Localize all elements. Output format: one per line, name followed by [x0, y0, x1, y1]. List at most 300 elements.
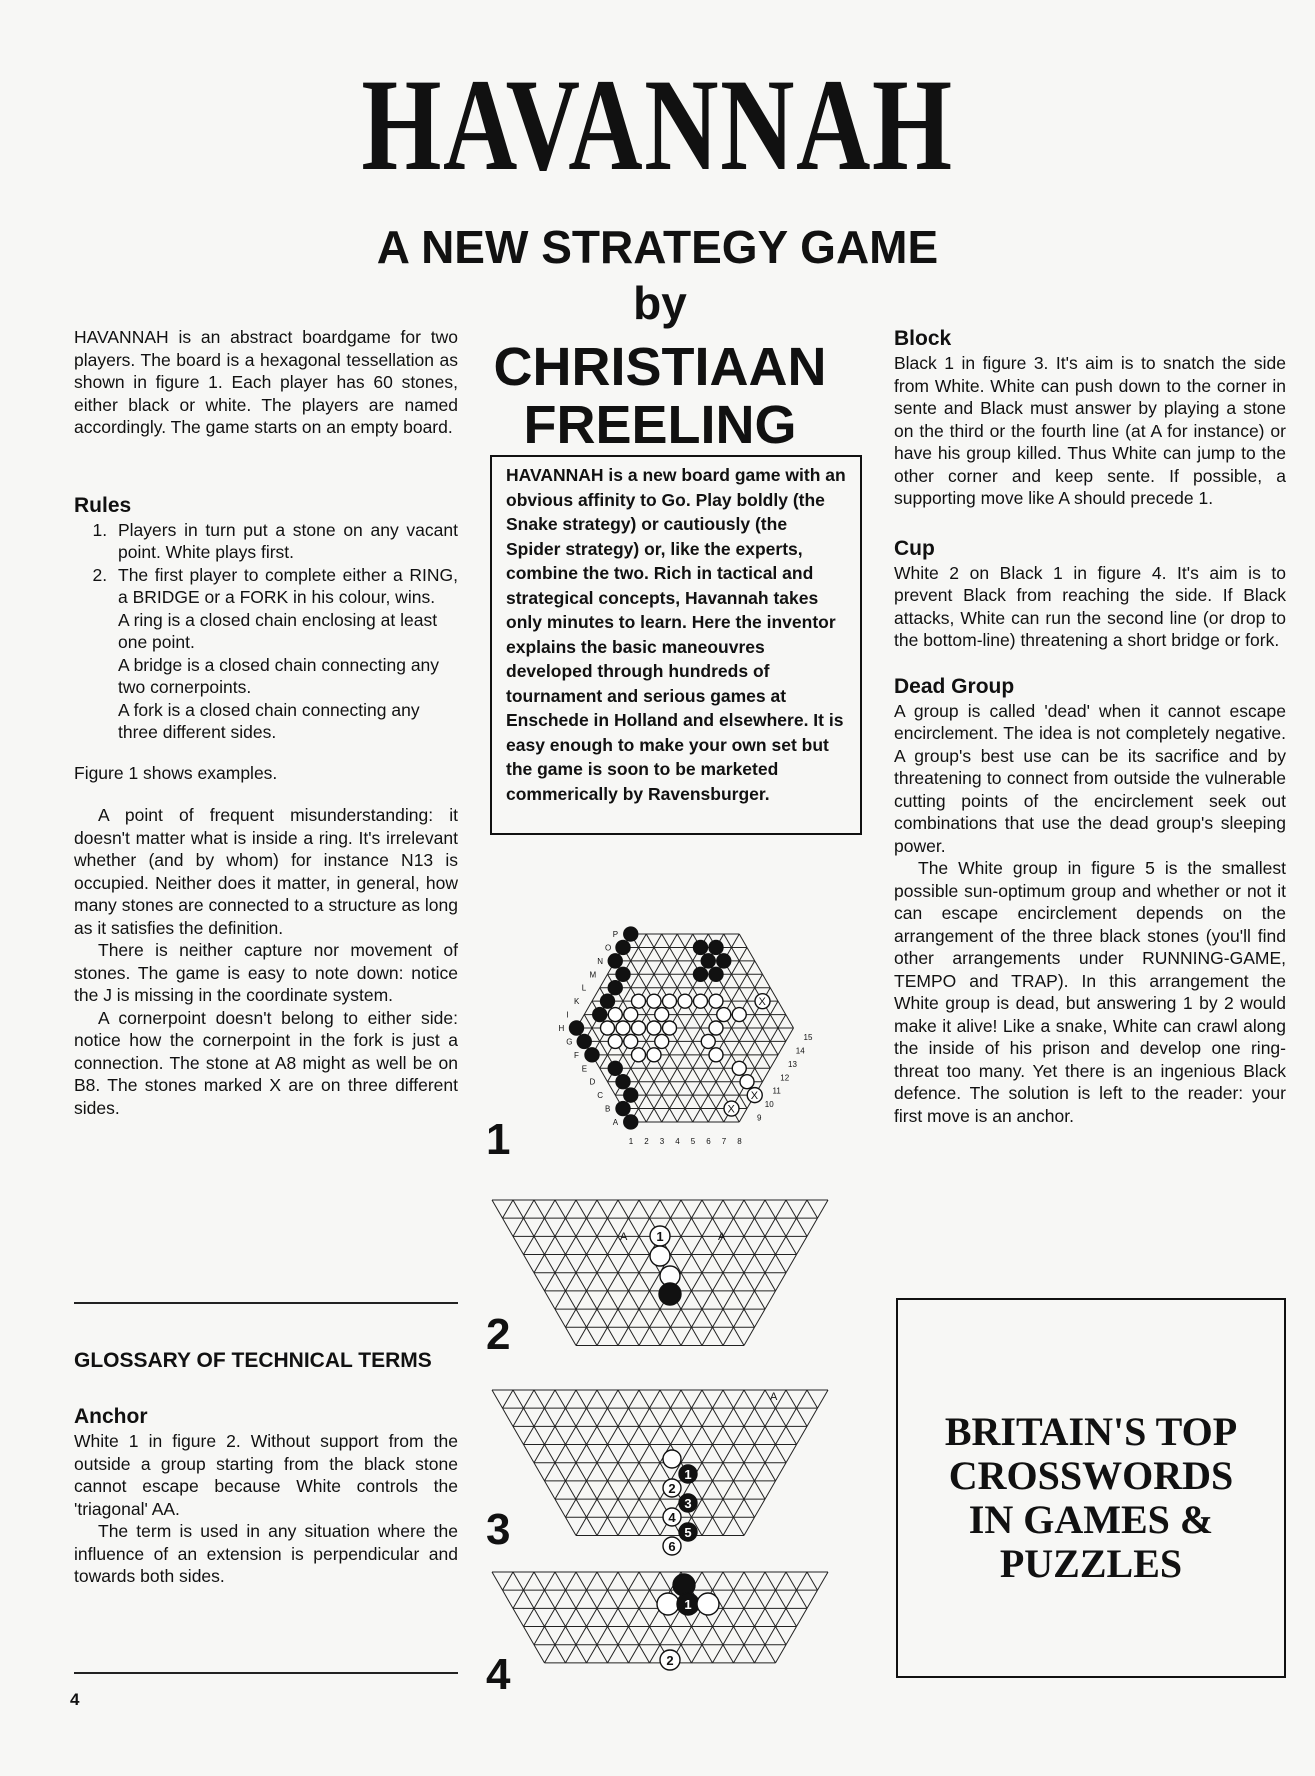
grid-line — [597, 1309, 608, 1327]
white-stone — [624, 1008, 638, 1022]
grid-line — [524, 1236, 535, 1254]
white-stone — [608, 1034, 622, 1048]
grid-line — [608, 1273, 619, 1291]
grid-line — [702, 1627, 713, 1645]
grid-line — [492, 1390, 503, 1408]
grid-line — [524, 1200, 535, 1218]
grid-line — [713, 1273, 724, 1291]
grid-line — [744, 1517, 755, 1535]
grid-line — [587, 1645, 598, 1663]
cup-paragraph: White 2 on Black 1 in figure 4. It's aim is to prevent Black from reaching the side. If Black attacks, White can run the second line (or drop to the bottom-line) threatening a short bridge or fork. — [894, 562, 1286, 650]
grid-line — [608, 1082, 616, 1095]
grid-line — [534, 1273, 545, 1291]
grid-line — [723, 1327, 734, 1345]
grid-line — [597, 1608, 608, 1626]
grid-line — [670, 947, 678, 960]
byline: by — [633, 277, 687, 329]
grid-line — [584, 1001, 592, 1014]
grid-line — [818, 1200, 829, 1218]
grid-line — [587, 1608, 598, 1626]
grid-line — [797, 1200, 808, 1218]
grid-line — [629, 1327, 640, 1345]
grid-line — [576, 1499, 587, 1517]
grid-line — [654, 961, 662, 974]
grid-line — [639, 1255, 650, 1273]
advert-line-1: BRITAIN'S TOP — [944, 1409, 1238, 1454]
grid-line — [618, 1255, 629, 1273]
grid-line — [744, 1200, 755, 1218]
grid-line — [534, 1463, 545, 1481]
grid-line — [713, 1481, 724, 1499]
figure-3-number: 3 — [486, 1505, 511, 1554]
black-stone — [659, 1283, 681, 1305]
stone-label: 5 — [684, 1525, 692, 1540]
grid-line — [534, 1445, 545, 1463]
grid-line — [597, 1572, 608, 1590]
grid-line — [576, 1255, 587, 1273]
label-a: A — [770, 1391, 778, 1403]
grid-line — [739, 1095, 747, 1108]
author-line-1: CHRISTIAAN — [493, 337, 827, 397]
grid-line — [677, 947, 685, 960]
grid-line — [639, 1095, 647, 1108]
grid-line — [576, 1463, 587, 1481]
grid-line — [566, 1390, 577, 1408]
grid-line — [692, 1200, 703, 1218]
grid-line — [739, 974, 747, 987]
divider — [74, 1672, 458, 1674]
grid-line — [702, 1445, 713, 1463]
white-stone — [732, 1061, 746, 1075]
grid-line — [566, 1408, 577, 1426]
grid-line — [776, 1608, 787, 1626]
grid-line — [713, 1200, 724, 1218]
grid-line — [723, 1481, 734, 1499]
grid-line — [534, 1590, 545, 1608]
grid-line — [681, 1408, 692, 1426]
grid-line — [618, 1608, 629, 1626]
grid-line — [724, 974, 732, 987]
grid-line — [724, 1041, 732, 1054]
grid-line — [776, 1408, 787, 1426]
grid-line — [660, 1327, 671, 1345]
grid-line — [734, 1390, 745, 1408]
grid-line — [597, 1426, 608, 1444]
anchor-heading: Anchor — [74, 1405, 148, 1428]
grid-line — [744, 1408, 755, 1426]
grid-line — [587, 1481, 598, 1499]
grid-line — [685, 1015, 693, 1028]
grid-line — [692, 1218, 703, 1236]
grid-line — [755, 1463, 766, 1481]
black-stone — [717, 954, 731, 968]
grid-line — [713, 1517, 724, 1535]
grid-line — [713, 1390, 724, 1408]
grid-line — [671, 1426, 682, 1444]
grid-line — [702, 1426, 713, 1444]
page-subtitle: A NEW STRATEGY GAME — [376, 221, 939, 273]
glossary-heading: GLOSSARY OF TECHNICAL TERMS — [74, 1349, 432, 1372]
grid-line — [765, 1218, 776, 1236]
grid-line — [708, 1068, 716, 1081]
grid-line — [587, 1426, 598, 1444]
grid-line — [650, 1463, 661, 1481]
grid-line — [618, 1200, 629, 1218]
grid-line — [786, 1236, 797, 1254]
grid-line — [797, 1408, 808, 1426]
column-label: 8 — [737, 1136, 742, 1146]
grid-line — [681, 1218, 692, 1236]
grid-line — [534, 1236, 545, 1254]
grid-line — [654, 1109, 662, 1122]
grid-line — [650, 1608, 661, 1626]
grid-line — [797, 1426, 808, 1444]
grid-line — [685, 1109, 693, 1122]
grid-line — [702, 1517, 713, 1535]
white-stone — [697, 1593, 719, 1615]
grid-line — [587, 1255, 598, 1273]
grid-line — [732, 1041, 740, 1054]
advert-line-4: PUZZLES — [999, 1541, 1183, 1586]
grid-line — [639, 1572, 650, 1590]
grid-line — [597, 1408, 608, 1426]
grid-line — [566, 1273, 577, 1291]
grid-line — [755, 1015, 763, 1028]
grid-line — [545, 1572, 556, 1590]
divider — [74, 1302, 458, 1304]
white-stone — [632, 994, 646, 1008]
grid-line — [692, 1255, 703, 1273]
grid-line — [755, 1408, 766, 1426]
grid-line — [692, 1426, 703, 1444]
grid-line — [650, 1517, 661, 1535]
grid-line — [755, 1291, 766, 1309]
grid-line — [744, 1499, 755, 1517]
grid-line — [576, 1445, 587, 1463]
white-stone — [624, 1034, 638, 1048]
grid-line — [608, 1255, 619, 1273]
black-stone — [593, 1008, 607, 1022]
row-label: G — [566, 1037, 573, 1047]
grid-line — [770, 1041, 778, 1054]
grid-line — [723, 1445, 734, 1463]
grid-line — [692, 1408, 703, 1426]
grid-line — [660, 1426, 671, 1444]
grid-line — [744, 1291, 755, 1309]
grid-line — [755, 1068, 763, 1081]
stone-label: 1 — [684, 1467, 692, 1482]
grid-line — [618, 1572, 629, 1590]
grid-line — [618, 1390, 629, 1408]
grid-line — [818, 1390, 829, 1408]
page-title: HAVANNAH — [361, 51, 954, 198]
grid-line — [555, 1499, 566, 1517]
black-stone — [624, 1088, 638, 1102]
grid-line — [639, 1463, 650, 1481]
grid-line — [566, 1608, 577, 1626]
grid-line — [701, 1055, 709, 1068]
grid-line — [639, 1517, 650, 1535]
grid-line — [650, 1200, 661, 1218]
grid-line — [503, 1390, 514, 1408]
grid-line — [732, 974, 740, 987]
stone-label: 6 — [668, 1539, 676, 1554]
grid-line — [566, 1627, 577, 1645]
black-stone — [601, 994, 615, 1008]
grid-line — [587, 1408, 598, 1426]
grid-line — [618, 1645, 629, 1663]
grid-line — [734, 1572, 745, 1590]
grid-line — [555, 1645, 566, 1663]
grid-line — [646, 1082, 654, 1095]
grid-line — [677, 1068, 685, 1081]
grid-line — [755, 1445, 766, 1463]
stone-label: 1 — [684, 1597, 692, 1612]
grid-line — [545, 1645, 556, 1663]
grid-line — [734, 1481, 745, 1499]
white-stone — [647, 994, 661, 1008]
grid-line — [786, 1028, 794, 1041]
grid-line — [713, 1627, 724, 1645]
grid-line — [576, 1327, 587, 1345]
grid-line — [744, 1627, 755, 1645]
grid-line — [608, 1445, 619, 1463]
grid-line — [776, 1236, 787, 1254]
grid-line — [576, 1218, 587, 1236]
grid-line — [763, 1041, 771, 1054]
grid-line — [587, 1627, 598, 1645]
grid-line — [671, 1390, 682, 1408]
marker-x: X — [750, 1090, 759, 1103]
grid-line — [597, 1273, 608, 1291]
row-label: F — [574, 1050, 579, 1060]
grid-line — [765, 1426, 776, 1444]
grid-line — [739, 934, 747, 947]
grid-line — [660, 1390, 671, 1408]
grid-line — [660, 1309, 671, 1327]
white-stone — [694, 994, 708, 1008]
grid-line — [639, 1426, 650, 1444]
grid-line — [681, 1236, 692, 1254]
grid-line — [671, 1309, 682, 1327]
grid-line — [755, 1055, 763, 1068]
grid-line — [693, 1055, 701, 1068]
grid-line — [524, 1608, 535, 1626]
grid-line — [576, 1309, 587, 1327]
grid-line — [545, 1408, 556, 1426]
grid-line — [608, 1463, 619, 1481]
black-stone — [709, 967, 723, 981]
white-stone — [732, 1008, 746, 1022]
grid-line — [639, 961, 647, 974]
grid-line — [716, 1095, 724, 1108]
grid-line — [681, 1426, 692, 1444]
grid-line — [629, 1408, 640, 1426]
column-label: 14 — [795, 1046, 805, 1056]
grid-line — [524, 1627, 535, 1645]
grid-line — [576, 1236, 587, 1254]
grid-line — [639, 1408, 650, 1426]
grid-line — [692, 1291, 703, 1309]
grid-line — [597, 1200, 608, 1218]
grid-line — [576, 1426, 587, 1444]
grid-line — [681, 1255, 692, 1273]
grid-line — [639, 1327, 650, 1345]
grid-line — [708, 1109, 716, 1122]
grid-line — [597, 1327, 608, 1345]
grid-line — [734, 1590, 745, 1608]
rules-list — [74, 519, 458, 609]
grid-line — [650, 1645, 661, 1663]
grid-line — [755, 1481, 766, 1499]
grid-line — [776, 1572, 787, 1590]
grid-line — [503, 1408, 514, 1426]
grid-line — [786, 1408, 797, 1426]
grid-line — [797, 1236, 808, 1254]
grid-line — [744, 1309, 755, 1327]
grid-line — [744, 1218, 755, 1236]
grid-line — [576, 1590, 587, 1608]
grid-line — [702, 1273, 713, 1291]
grid-line — [681, 1327, 692, 1345]
grid-line — [534, 1218, 545, 1236]
grid-line — [639, 1273, 650, 1291]
figure-4-board — [492, 1572, 828, 1670]
grid-line — [650, 1390, 661, 1408]
grid-line — [763, 1015, 771, 1028]
grid-line — [677, 1028, 685, 1041]
grid-line — [670, 1109, 678, 1122]
grid-line — [744, 1236, 755, 1254]
stone-label: 2 — [668, 1481, 676, 1496]
grid-line — [776, 1200, 787, 1218]
grid-line — [623, 1055, 631, 1068]
grid-line — [618, 1517, 629, 1535]
grid-line — [723, 1590, 734, 1608]
grid-line — [755, 1499, 766, 1517]
grid-line — [576, 1608, 587, 1626]
grid-line — [763, 974, 771, 987]
white-stone — [655, 1034, 669, 1048]
grid-line — [797, 1590, 808, 1608]
grid-line — [534, 1408, 545, 1426]
grid-line — [701, 1068, 709, 1081]
grid-line — [724, 1082, 732, 1095]
grid-line — [723, 1408, 734, 1426]
grid-line — [650, 1309, 661, 1327]
grid-line — [702, 1408, 713, 1426]
grid-line — [555, 1390, 566, 1408]
grid-line — [587, 1499, 598, 1517]
grid-line — [555, 1426, 566, 1444]
grid-line — [513, 1218, 524, 1236]
grid-line — [608, 1218, 619, 1236]
grid-line — [555, 1218, 566, 1236]
grid-line — [702, 1291, 713, 1309]
grid-line — [503, 1572, 514, 1590]
grid-line — [723, 1608, 734, 1626]
grid-line — [524, 1408, 535, 1426]
grid-line — [685, 934, 693, 947]
grid-line — [765, 1572, 776, 1590]
grid-line — [597, 1481, 608, 1499]
grid-line — [755, 1200, 766, 1218]
grid-line — [716, 1082, 724, 1095]
grid-line — [524, 1218, 535, 1236]
black-stone — [616, 1102, 630, 1116]
white-stone — [709, 1048, 723, 1062]
black-stone — [616, 967, 630, 981]
grid-line — [702, 1218, 713, 1236]
grid-line — [685, 1041, 693, 1054]
grid-line — [786, 1426, 797, 1444]
grid-line — [778, 1001, 786, 1014]
grid-line — [566, 1236, 577, 1254]
grid-line — [576, 1572, 587, 1590]
grid-line — [587, 1390, 598, 1408]
anchor-paragraph-2: The term is used in any situation where the influence of an extension is perpendicular and towards both sides. — [74, 1521, 458, 1586]
grid-line — [629, 1236, 640, 1254]
grid-line — [555, 1608, 566, 1626]
grid-line — [744, 1390, 755, 1408]
grid-line — [724, 1028, 732, 1041]
grid-line — [608, 1426, 619, 1444]
grid-line — [702, 1481, 713, 1499]
grid-line — [723, 1463, 734, 1481]
grid-line — [739, 1028, 747, 1041]
grid-line — [776, 1218, 787, 1236]
grid-line — [555, 1627, 566, 1645]
grid-line — [646, 947, 654, 960]
grid-line — [681, 1645, 692, 1663]
grid-line — [660, 1200, 671, 1218]
advert-line-3: IN GAMES & — [968, 1497, 1214, 1542]
grid-line — [670, 1055, 678, 1068]
grid-line — [555, 1572, 566, 1590]
grid-line — [662, 1082, 670, 1095]
grid-line — [724, 988, 732, 1001]
grid-line — [654, 1068, 662, 1081]
grid-line — [650, 1445, 661, 1463]
row-label: A — [612, 1117, 619, 1127]
grid-line — [639, 1499, 650, 1517]
grid-line — [744, 1445, 755, 1463]
grid-line — [713, 1572, 724, 1590]
grid-line — [702, 1390, 713, 1408]
grid-line — [776, 1255, 787, 1273]
grid-line — [629, 1590, 640, 1608]
figure-1-board — [559, 927, 813, 1146]
black-stone — [616, 1075, 630, 1089]
grid-line — [513, 1200, 524, 1218]
paragraph-cornerpoint: A cornerpoint doesn't belong to either side: notice how the cornerpoint in the fork is just a connection. The stone at A8 might as well be on B8. The stones marked X are on three different sides. — [74, 1007, 458, 1118]
grid-line — [724, 1055, 732, 1068]
grid-line — [755, 1426, 766, 1444]
grid-line — [685, 974, 693, 987]
grid-line — [608, 1236, 619, 1254]
row-label: I — [566, 1010, 569, 1020]
grid-line — [631, 974, 639, 987]
grid-line — [755, 1645, 766, 1663]
grid-line — [739, 1109, 747, 1122]
grid-line — [650, 1327, 661, 1345]
grid-line — [797, 1218, 808, 1236]
grid-line — [776, 1273, 787, 1291]
grid-line — [566, 1200, 577, 1218]
grid-line — [739, 1041, 747, 1054]
grid-line — [639, 974, 647, 987]
column-label: 4 — [675, 1136, 680, 1146]
